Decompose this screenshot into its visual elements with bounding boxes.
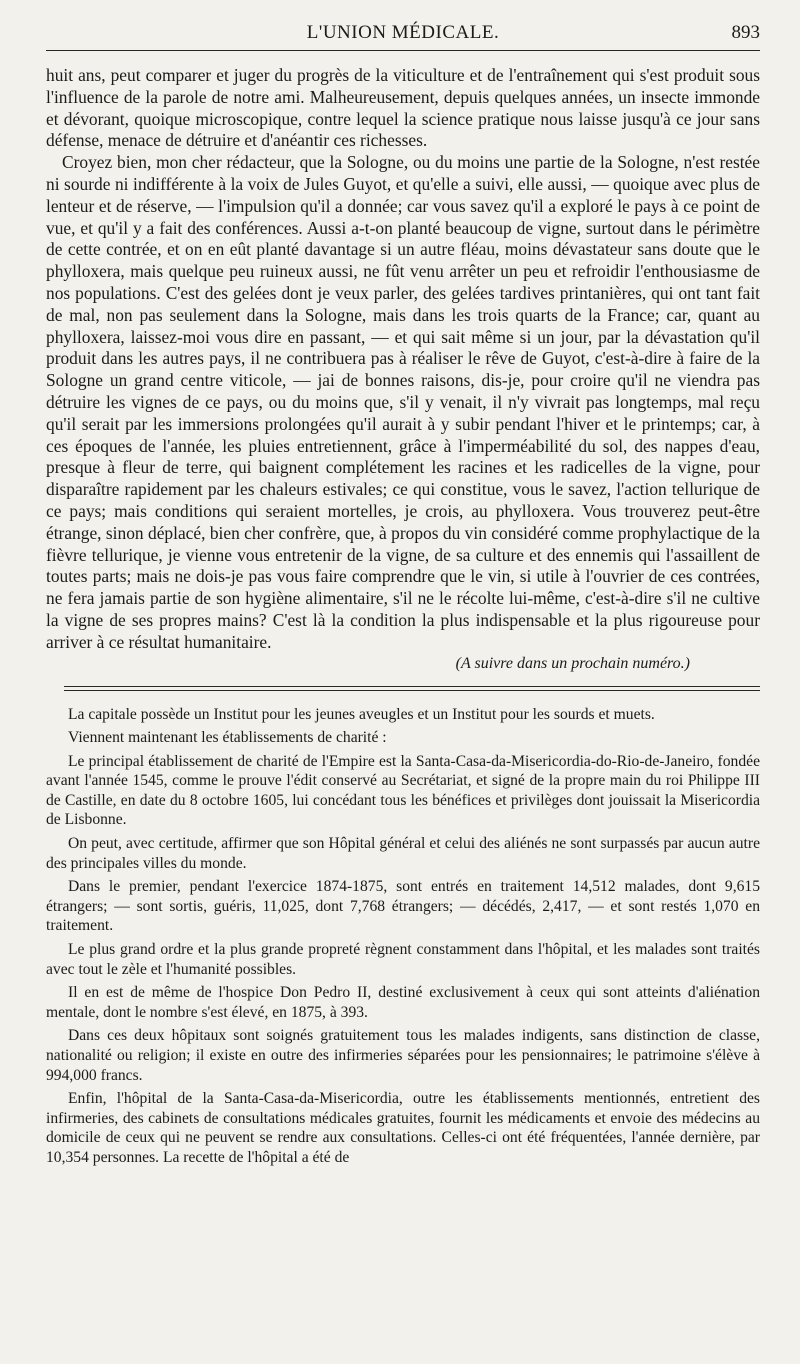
second-article-paragraph: Le plus grand ordre et la plus grande propreté règnent constamment dans l'hôpital, et les malades sont traités avec tout le zèle et l'humanité possibles. <box>46 941 760 978</box>
second-article-paragraph: Il en est de même de l'hospice Don Pedro II, destiné exclusivement à ceux qui sont atteints d'aliénation mentale, dont le nombre s'est élevé, en 1875, à 393. <box>46 984 760 1021</box>
page-number: 893 <box>731 22 760 43</box>
second-article-paragraph: On peut, avec certitude, affirmer que son Hôpital général et celui des aliénés ne sont surpassés par aucun autre des principales villes du monde. <box>46 835 760 872</box>
second-article-paragraph: La capitale possède un Institut pour les jeunes aveugles et un Institut pour les sourds et muets. <box>68 705 655 723</box>
second-article-paragraph: Enfin, l'hôpital de la Santa-Casa-da-Misericordia, outre les établissements mentionnés, entretient des infirmeries, des cabinets de consultations médicales gratuites, fournit les médicaments et envoie des médecins au domicile de ceux qui ne peuvent se rendre aux consultations. Celles-ci ont été fréquentées, l'année dernière, par 10,354 personnes. La recette de l'hôpital a été de <box>46 1090 760 1166</box>
continued-note: (A suivre dans un prochain numéro.) <box>455 654 690 672</box>
second-article-paragraph: Viennent maintenant les établissements de charité : <box>68 729 387 747</box>
second-article-paragraph: Dans ces deux hôpitaux sont soignés gratuitement tous les malades indigents, sans distinction de classe, nationalité ou religion; il existe en outre des infirmeries séparées pour les pensionnaires; le patrimoine s'élève à 994,000 francs. <box>46 1027 760 1084</box>
section-separator <box>64 686 760 691</box>
article-paragraph: Croyez bien, mon cher rédacteur, que la Sologne, ou du moins une partie de la Sologne, n'est restée ni sourde ni indifférente à la voix de Jules Guyot, et qu'elle a suivi, elle aussi, — quoique avec plus de lenteur et de réserve, — l'impulsion qu'il a donnée; car vous savez qu'il a exploré le pays à ce point de vue, et qu'il y a fait des conférences. Aussi a-t-on planté beaucoup de vigne, surtout dans le périmètre de cette contrée, et on en eût planté davantage si un autre fléau, moins dévastateur sans doute que le phylloxera, mais quelque peu ruineux aussi, ne fût venu arrêter un peu et refroidir l'enthousiasme de nos populations. C'est des gelées dont je veux parler, des gelées tardives printanières, qui ont tant fait de mal, non pas seulement dans la Sologne, mais dans les trois quarts de la France; car, quant au phylloxera, laissez-moi vous dire en passant, — et qui sait même si un jour, par la dévastation qu'il produit dans les autres pays, il ne contribuera pas à réaliser le rêve de Guyot, c'est-à-dire à faire de la Sologne un grand centre viticole, — jai de bonnes raisons, dis-je, pour croire qu'il ne viendra pas détruire les vignes de ce pays, ou du moins que, s'il y venait, il n'y vivrait pas longtemps, mal reçu qu'il serait par les immersions prolongées qu'il aurait à y subir pendant l'hiver et le printemps; car, à ces époques de l'année, les pluies entretiennent, grâce à l'imperméabilité du sol, des nappes d'eau, presque à fleur de terre, qui baignent complétement les racines et les radicelles de la vigne, pour disparaître rapidement par les chaleurs estivales; ce qui constitue, vous le savez, l'action tellurique de ce pays; mais conditions qui seraient mortelles, je crois, au phylloxera. Vous trouverez peut-être étrange, sinon déplacé, bien cher confrère, que, à propos du vin considéré comme prophylactique de la fièvre tellurique, je vienne vous entretenir de la vigne, de sa culture et des ennemis qui l'assaillent de toutes parts; mais ne dois-je pas vous faire comprendre que le vin, si utile à l'ouvrier de ces contrées, ne fera jamais partie de son hygiène alimentaire, s'il ne le récolte lui-même, c'est-à-dire s'il ne cultive la vigne de ses propres mains? C'est là la condition la plus indispensable et la plus rigoureuse pour arriver à ce résultat humanitaire. <box>46 152 760 652</box>
article-paragraph: huit ans, peut comparer et juger du progrès de la viticulture et de l'entraînement qui s'est produit sous l'influence de la parole de notre ami. Malheureusement, depuis quelques années, un insecte immonde et dévorant, quoique microscopique, contre lequel la science pratique nous laisse jusqu'à ce jour sans défense, menace de détruire et d'anéantir ces richesses. <box>46 65 760 151</box>
second-article-paragraph: Dans le premier, pendant l'exercice 1874-1875, sont entrés en traitement 14,512 malades, dont 9,615 étrangers; — sont sortis, guéris, 11,025, dont 7,768 étrangers; — décédés, 2,417, — et sont restés 1,070 en traitement. <box>46 878 760 935</box>
article-body <box>46 65 760 674</box>
header-rule <box>46 50 760 51</box>
journal-title: L'UNION MÉDICALE. <box>306 22 500 43</box>
second-article-paragraph: Le principal établissement de charité de l'Empire est la Santa-Casa-da-Misericordia-do-Rio-de-Janeiro, fondée avant l'année 1545, comme le prouve l'édit conservé au Secrétariat, et signé de la propre main du roi Philippe III de Castille, en date du 8 octobre 1605, lui concédant tous les bénéfices et privilèges dont jouissait la Misericordia de Lisbonne. <box>46 752 760 829</box>
page-header <box>46 18 760 44</box>
second-article-body <box>46 705 760 1168</box>
